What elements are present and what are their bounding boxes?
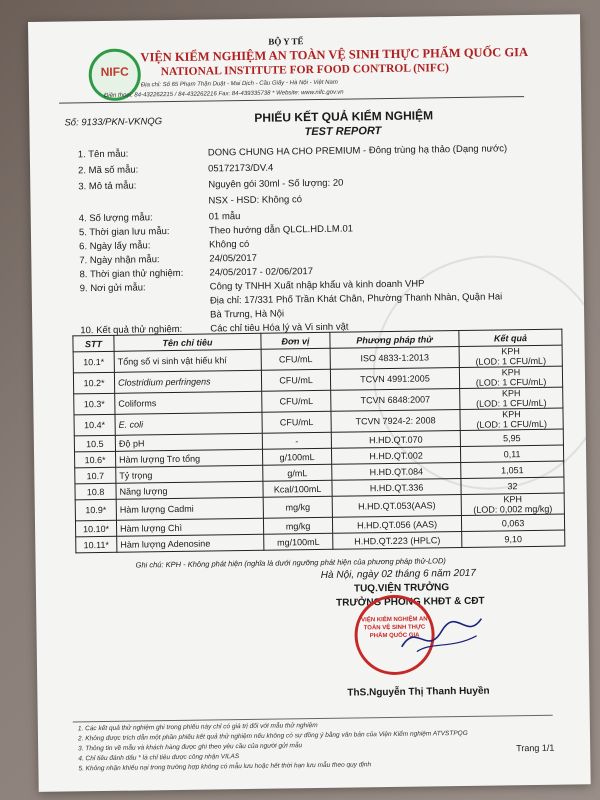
field-value: Bà Trưng, Hà Nội: [210, 308, 285, 321]
cell-name: Coliforms: [115, 391, 262, 414]
cell-stt: 10.2*: [73, 372, 114, 394]
results-table: [72, 329, 565, 554]
cell-result: [460, 408, 563, 430]
cell-unit: mg/kg: [263, 517, 332, 534]
field-label: 1. Tên mẫu:: [77, 148, 129, 161]
cell-result: [459, 366, 562, 388]
field-label: 2. Mã số mẫu:: [78, 164, 139, 177]
cell-name: Độ pH: [115, 433, 262, 451]
cell-stt: 10.8: [75, 483, 116, 500]
cell-stt: 10.4*: [74, 414, 115, 436]
cell-name: Clostridium perfringens: [114, 370, 261, 393]
cell-stt: 10.3*: [74, 393, 115, 415]
cell-result: [460, 387, 563, 409]
signer-name: ThS.Nguyễn Thị Thanh Huyền: [347, 685, 490, 699]
cell-unit: g/mL: [263, 464, 332, 481]
field-value: 24/05/2017 - 02/06/2017: [209, 266, 314, 279]
field-value: DONG CHUNG HA CHO PREMIUM - Đông trùng hạ thảo (Dạng nước): [207, 143, 508, 159]
issue-date: Hà Nội, ngày 02 tháng 6 năm 2017: [320, 567, 476, 581]
institute-name-en: NATIONAL INSTITUTE FOR FOOD CONTROL (NIFC): [160, 62, 450, 79]
result-lod: (LOD: 1 CFU/mL): [475, 355, 547, 367]
cell-method: ISO 4833-1:2013: [330, 347, 459, 370]
ministry-name: BỘ Y TẾ: [268, 36, 304, 47]
field-value: Địa chỉ: 17/331 Phố Trần Khát Chân, Phường Thanh Nhàn, Quận Hai: [209, 291, 503, 307]
result-value: KPH: [501, 346, 520, 357]
cell-result: [461, 493, 564, 515]
cell-method: H.HD.QT.336: [332, 479, 461, 497]
cell-unit: CFU/mL: [262, 390, 331, 412]
col-result: Kết quả: [459, 329, 562, 346]
cell-method: TCVN 6848:2007: [331, 389, 460, 412]
cell-method: H.HD.QT.053(AAS): [332, 494, 461, 517]
field-value: Nguyên gói 30ml - Số lượng: 20: [208, 177, 344, 191]
cell-result: 5,95: [460, 429, 563, 446]
cell-method: TCVN 7924-2: 2008: [331, 410, 460, 433]
cell-unit: CFU/mL: [261, 348, 330, 370]
cell-result: 9,10: [462, 530, 565, 547]
document-number: Số: 9133/PKN-VKNQG: [64, 116, 163, 129]
cell-unit: CFU/mL: [261, 369, 330, 391]
cell-name: Hàm lượng Tro tổng: [116, 449, 263, 467]
col-unit: Đơn vị: [261, 332, 330, 349]
field-value: NSX - HSD: Không có: [208, 194, 303, 207]
cell-stt: 10.9*: [75, 499, 116, 521]
cell-stt: 10.1*: [73, 351, 114, 373]
signature: [396, 611, 487, 662]
cell-method: H.HD.QT.056 (AAS): [332, 515, 461, 533]
field-value: Không có: [209, 238, 250, 251]
sign-title-2: TRƯỞNG PHÒNG KHĐT & CĐT: [336, 595, 485, 609]
cell-unit: Kcal/100mL: [263, 480, 332, 497]
field-label: 8. Thời gian thử nghiệm:: [79, 267, 184, 281]
logo-text: NIFC: [100, 64, 129, 79]
field-label: 9. Nơi gửi mẫu:: [79, 282, 146, 295]
cell-name: Tổng số vi sinh vật hiếu khí: [114, 349, 261, 372]
cell-method: TCVN 4991:2005: [330, 368, 459, 391]
cell-name: Năng lượng: [116, 481, 263, 499]
result-lod: (LOD: 1 CFU/mL): [475, 376, 547, 388]
cell-method: H.HD.QT.223 (HPLC): [333, 531, 462, 549]
result-value: KPH: [503, 494, 523, 505]
field-label: 4. Số lượng mẫu:: [78, 212, 153, 225]
stamp-text: VIỆN KIỂM NGHIỆM AN TOÀN VỆ SINH THỰC PHẨM QUỐC GIA: [361, 616, 428, 640]
sign-title-1: TUQ.VIỆN TRƯỞNG: [353, 582, 450, 595]
report-subtitle: TEST REPORT: [304, 125, 382, 139]
report-sheet: [28, 14, 591, 792]
field-value: Theo hướng dẫn QLCL.HD.LM.01: [208, 223, 354, 237]
cell-unit: -: [262, 432, 331, 449]
cell-result: 0,063: [461, 514, 564, 531]
cell-unit: mg/100mL: [264, 533, 333, 550]
cell-name: E. coli: [115, 412, 262, 435]
cell-name: Tỷ trọng: [116, 465, 263, 483]
footnote: 3. Thông tin về mẫu và khách hàng được ghi theo yêu cầu của người gửi mẫu: [78, 742, 303, 753]
cell-result: 0,11: [460, 445, 563, 462]
result-lod: (LOD: 0,002 mg/kg): [473, 503, 553, 515]
field-value: Các chỉ tiêu Hóa lý và Vi sinh vật: [210, 321, 349, 335]
field-label: 6. Ngày lấy mẫu:: [79, 240, 151, 253]
footnote: 4. Chỉ tiêu đánh dấu * là chỉ tiêu được công nhận VILAS: [78, 753, 240, 763]
field-value: Công ty TNHH Xuất nhập khẩu và kinh doanh VHP: [209, 278, 425, 293]
footnote: 2. Không được trích dẫn một phần phiếu kết quả thử nghiệm nếu không có sự đồng ý bằng văn bản của Viện Kiểm nghiệm ATVSTPQG: [77, 729, 468, 743]
institute-name-vn: VIỆN KIỂM NGHIỆM AN TOÀN VỆ SINH THỰC PHẨM QUỐC GIA: [140, 45, 529, 65]
cell-stt: 10.5: [74, 435, 115, 452]
report-title: PHIẾU KẾT QUẢ KIỂM NGHIỆM: [254, 108, 434, 125]
col-name: Tên chỉ tiêu: [114, 333, 261, 351]
table-note: Ghi chú: KPH - Không phát hiện (nghĩa là dưới ngưỡng phát hiện của phương pháp thử-LOD): [135, 556, 446, 570]
cell-unit: mg/kg: [263, 496, 332, 518]
field-label: 7. Ngày nhận mẫu:: [79, 254, 160, 267]
institute-phone: Điện thoại: 84-432262215 / 84-432262216 Fax: 84-439335738 * Website: www.nifc.gov.vn: [103, 89, 344, 99]
col-stt: STT: [73, 335, 114, 352]
cell-name: Hàm lượng Cadmi: [116, 497, 263, 520]
field-label: 5. Thời gian lưu mẫu:: [78, 226, 170, 239]
cell-stt: 10.6*: [75, 451, 116, 468]
field-label: 10. Kết quả thử nghiệm:: [80, 323, 183, 337]
field-value: 05172173/DV.4: [207, 162, 274, 175]
institute-address: Địa chỉ: Số 65 Phạm Thận Duật - Mai Dịch - Cầu Giấy - Hà Nội - Việt Nam: [140, 79, 338, 89]
cell-stt: 10.10*: [75, 520, 116, 537]
field-label: 3. Mô tả mẫu:: [78, 180, 137, 193]
field-value: 01 mẫu: [208, 211, 241, 223]
result-lod: (LOD: 1 CFU/mL): [476, 418, 547, 430]
cell-result: [459, 345, 562, 367]
footnote: 5. Không nhận khiếu nại trong trường hợp không có mẫu lưu hoặc hết thời hạn lưu mẫu theo quy định: [78, 761, 372, 773]
cell-method: H.HD.QT.084: [332, 463, 461, 481]
footnote: 1. Các kết quả thử nghiệm ghi trong phiếu này chỉ có giá trị đối với mẫu thử nghiệm: [77, 722, 318, 733]
cell-method: H.HD.QT.070: [331, 431, 460, 449]
field-value: 24/05/2017: [209, 252, 257, 265]
result-value: KPH: [502, 409, 521, 420]
cell-unit: g/100mL: [262, 448, 331, 465]
result-lod: (LOD: 1 CFU/mL): [476, 397, 547, 409]
cell-name: Hàm lượng Chì: [116, 518, 263, 536]
result-value: KPH: [501, 388, 521, 399]
cell-stt: 10.7: [75, 467, 116, 484]
cell-unit: CFU/mL: [262, 411, 331, 433]
result-value: KPH: [501, 367, 521, 378]
cell-result: 32: [461, 477, 564, 494]
cell-result: 1,051: [461, 461, 564, 478]
cell-name: Hàm lượng Adenosine: [117, 534, 264, 552]
cell-method: H.HD.QT.002: [331, 447, 460, 465]
col-method: Phương pháp thử: [330, 331, 459, 349]
cell-stt: 10.11*: [76, 536, 117, 553]
page-number: Trang 1/1: [516, 742, 555, 754]
